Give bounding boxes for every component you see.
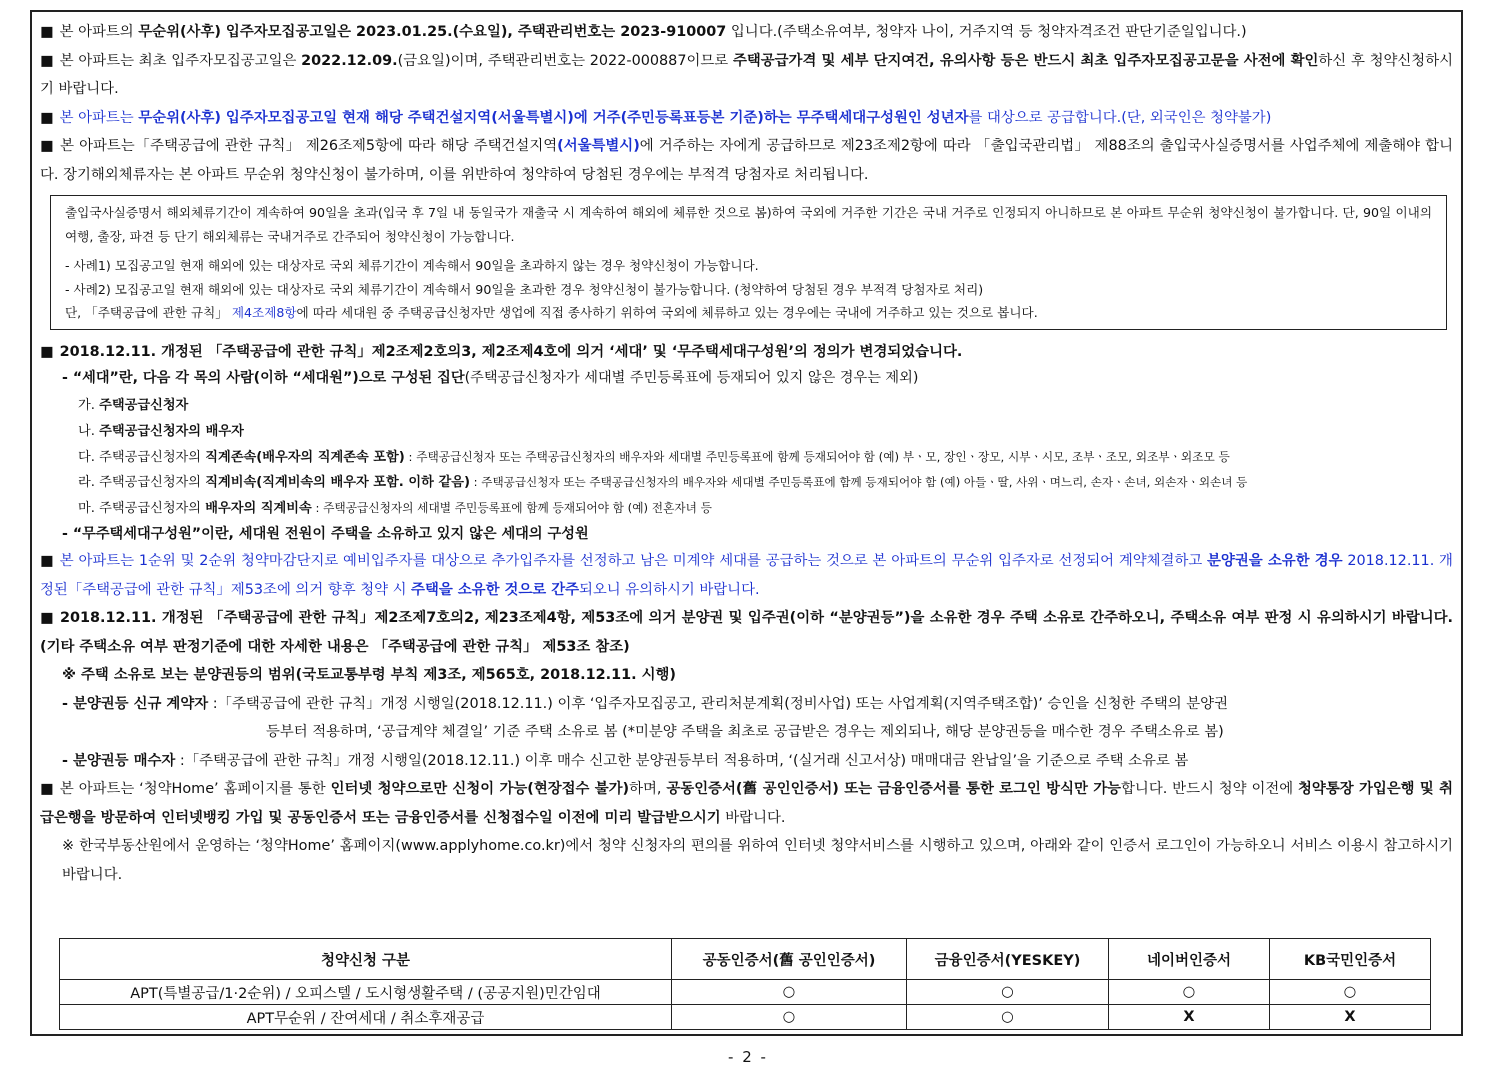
certificate-table	[59, 938, 1431, 1030]
buyer-rule: - 분양권등 매수자 :「주택공급에 관한 규칙」개정 시행일(2018.12.11.) 이후 매수 신고한 분양권등부터 적용하며, ‘(실거래 신고서상) 매매대금 완납일’을 기준으로 주택 소유로 봄	[62, 752, 1189, 769]
household-item-b: 나. 주택공급신청자의 배우자	[78, 424, 244, 440]
notice-internet-application: ■ 본 아파트는 ‘청약Home’ 홈페이지를 통한 인터넷 청약으로만 신청이 가능(현장접수 불가)하며, 공동인증서(舊 공인인증서) 또는 금융인증서를 통한 로그인 방식만 가능합니다. 반드시 청약 이전에 청약통장 가입은행 및 취급은행을 방문하여 인터넷뱅킹 가입 및 공동인증서 또는 금융인증서를 신청접수일 이전에 미리 발급받으시기 바랍니다.	[40, 781, 1453, 826]
overseas-stay-paragraph: 출입국사실증명서 해외체류기간이 계속하여 90일을 초과(입국 후 7일 내 동일국가 재출국 시 계속하여 해외에 체류한 것으로 봄)하여 국외에 거주한 기간은 국내 거주로 인정되지 아니하므로 본 아파트 무순위 청약신청이 불가합니다. 단, 90일 이내의 여행, 출장, 파견 등 단기 해외체류는 국내거주로 간주되어 청약신청이 가능합니다.	[65, 205, 1432, 244]
table-row: APT(특별공급/1·2순위) / 오피스텔 / 도시형생활주택 / (공공지원)민간임대 ○ ○ ○ ○	[60, 980, 1431, 1005]
table-row: APT무순위 / 잔여세대 / 취소후재공급 ○ ○ X X	[60, 1005, 1431, 1030]
new-contract-rule: - 분양권등 신규 계약자 :「주택공급에 관한 규칙」개정 시행일(2018.12.11.) 이후 ‘입주자모집공고, 관리처분계획(정비사업) 또는 사업계획(지역주택조합)’ 승인을 신청한 주택의 분양권	[62, 695, 1228, 712]
household-item-c: 다. 주택공급신청자의 직계존속(배우자의 직계존속 포함) : 주택공급신청자 또는 주택공급신청자의 배우자와 세대별 주민등록표에 함께 등재되어야 함 (예) 부ㆍ모, 장인ㆍ장모, 시부ㆍ시모, 조부ㆍ조모, 외조부ㆍ외조모 등	[78, 449, 1230, 465]
header-financial-cert: 금융인증서(YESKEY)	[907, 939, 1109, 980]
household-definition-list	[40, 366, 1453, 547]
notice-content	[40, 18, 1453, 889]
presale-scope-note: ※ 주택 소유로 보는 분양권등의 범위(국토교통부령 부칙 제3조, 제565호, 2018.12.11. 시행)	[62, 667, 676, 684]
notice-residency: ■ 본 아파트는「주택공급에 관한 규칙」 제26조제5항에 따라 해당 주택건설지역(서울특별시)에 거주하는 자에게 공급하므로 제23조제2항에 따라 「출입국관리법」 제88조의 출입국사실증명서를 사업주체에 제출해야 합니다. 장기해외체류자는 본 아파트 무순위 청약신청이 불가하며, 이를 위반하여 청약하여 당첨된 경우에는 부적격 당첨자로 처리됩니다.	[40, 138, 1453, 183]
notice-presale-ownership: ■ 2018.12.11. 개정된 「주택공급에 관한 규칙」제2조제7호의2, 제23조제4항, 제53조에 의거 분양권 및 입주권(이하 “분양권등”)을 소유한 경우 주택 소유로 간주하오니, 주택소유 여부 판정 시 유의하시기 바랍니다. (기타 주택소유 여부 판정기준에 대한 자세한 내용은 「주택공급에 관한 규칙」 제53조 참조)	[40, 610, 1453, 655]
header-naver-cert: 네이버인증서	[1109, 939, 1270, 980]
notice-eligibility: ■ 본 아파트는 무순위(사후) 입주자모집공고일 현재 해당 주택건설지역(서울특별시)에 거주(주민등록표등본 기준)하는 무주택세대구성원인 성년자를 대상으로 공급합니다.(단, 외국인은 청약불가)	[40, 109, 1272, 126]
overseas-exception: 단, 「주택공급에 관한 규칙」 제4조제8항에 따라 세대원 중 주택공급신청자만 생업에 직접 종사하기 위하여 국외에 체류하고 있는 경우에는 국내에 거주하고 있는 것으로 봅니다.	[65, 305, 1038, 320]
overseas-case-2: - 사례2) 모집공고일 현재 해외에 있는 대상자로 국외 체류기간이 계속해서 90일을 초과한 경우 청약신청이 불가능합니다. (청약하여 당첨된 경우 부적격 당첨자로 처리)	[65, 281, 984, 297]
header-kb-cert: KB국민인증서	[1270, 939, 1431, 980]
notice-presale-right: ■ 본 아파트는 1순위 및 2순위 청약마감단지로 예비입주자를 대상으로 추가입주자를 선정하고 남은 미계약 세대를 공급하는 것으로 본 아파트의 무순위 입주자로 선정되어 계약체결하고 분양권을 소유한 경우 2018.12.11. 개정된「주택공급에 관한 규칙」제53조에 의거 향후 청약 시 주택을 소유한 것으로 간주되오니 유의하시기 바랍니다.	[40, 553, 1453, 598]
overseas-case-1: - 사례1) 모집공고일 현재 해외에 있는 대상자로 국외 체류기간이 계속해서 90일을 초과하지 않는 경우 청약신청이 가능합니다.	[65, 258, 759, 273]
table-header-row	[60, 939, 1431, 980]
page-number: - 2 -	[728, 1048, 768, 1066]
notice-household-definition: ■ 2018.12.11. 개정된 「주택공급에 관한 규칙」제2조제2호의3, 제2조제4호에 의거 ‘세대’ 및 ‘무주택세대구성원’의 정의가 변경되었습니다.	[40, 343, 963, 360]
header-category: 청약신청 구분	[60, 939, 672, 980]
household-item-d: 라. 주택공급신청자의 직계비속(직계비속의 배우자 포함. 이하 같음) : 주택공급신청자 또는 주택공급신청자의 배우자와 세대별 주민등록표에 함께 등재되어야 함 (예) 아들ㆍ딸, 사위ㆍ며느리, 손자ㆍ손녀, 외손자ㆍ외손녀 등	[78, 475, 1248, 491]
notice-original-announcement: ■ 본 아파트는 최초 입주자모집공고일은 2022.12.09.(금요일)이며, 주택관리번호는 2022-000887이므로 주택공급가격 및 세부 단지여건, 유의사항 등은 반드시 최초 입주자모집공고문을 사전에 확인하신 후 청약신청하시기 바랍니다.	[40, 52, 1453, 97]
household-item-a: 가. 주택공급신청자	[78, 397, 189, 413]
overseas-stay-box	[50, 195, 1447, 330]
notice-first-announcement: ■ 본 아파트의 무순위(사후) 입주자모집공고일은 2023.01.25.(수요일), 주택관리번호는 2023-910007 입니다.(주택소유여부, 청약자 나이, 거주지역 등 청약자격조건 판단기준일입니다.)	[40, 24, 1247, 40]
household-lead: - “세대”란, 다음 각 목의 사람(이하 “세대원”)으로 구성된 집단(주택공급신청자가 세대별 주민등록표에 등재되어 있지 않은 경우는 제외)	[62, 370, 919, 386]
household-item-e: 마. 주택공급신청자의 배우자의 직계비속 : 주택공급신청자의 세대별 주민등록표에 함께 등재되어야 함 (예) 전혼자녀 등	[78, 500, 712, 516]
new-contract-rule-cont: 등부터 적용하며, ‘공급계약 체결일’ 기준 주택 소유로 봄 (*미분양 주택을 최초로 공급받은 경우는 제외되나, 해당 분양권등을 매수한 경우 주택소유로 봄)	[266, 724, 1224, 741]
applyhome-note: ※ 한국부동산원에서 운영하는 ‘청약Home’ 홈페이지(www.applyhome.co.kr)에서 청약 신청자의 편의를 위하여 인터넷 청약서비스를 시행하고 있으며, 아래와 같이 인증서 로그인이 가능하오니 서비스 이용시 참고하시기 바랍니다.	[62, 838, 1453, 883]
no-house-definition: - “무주택세대구성원”이란, 세대원 전원이 주택을 소유하고 있지 않은 세대의 구성원	[62, 525, 589, 542]
page-frame	[30, 10, 1463, 1036]
header-joint-cert: 공동인증서(舊 공인인증서)	[672, 939, 907, 980]
